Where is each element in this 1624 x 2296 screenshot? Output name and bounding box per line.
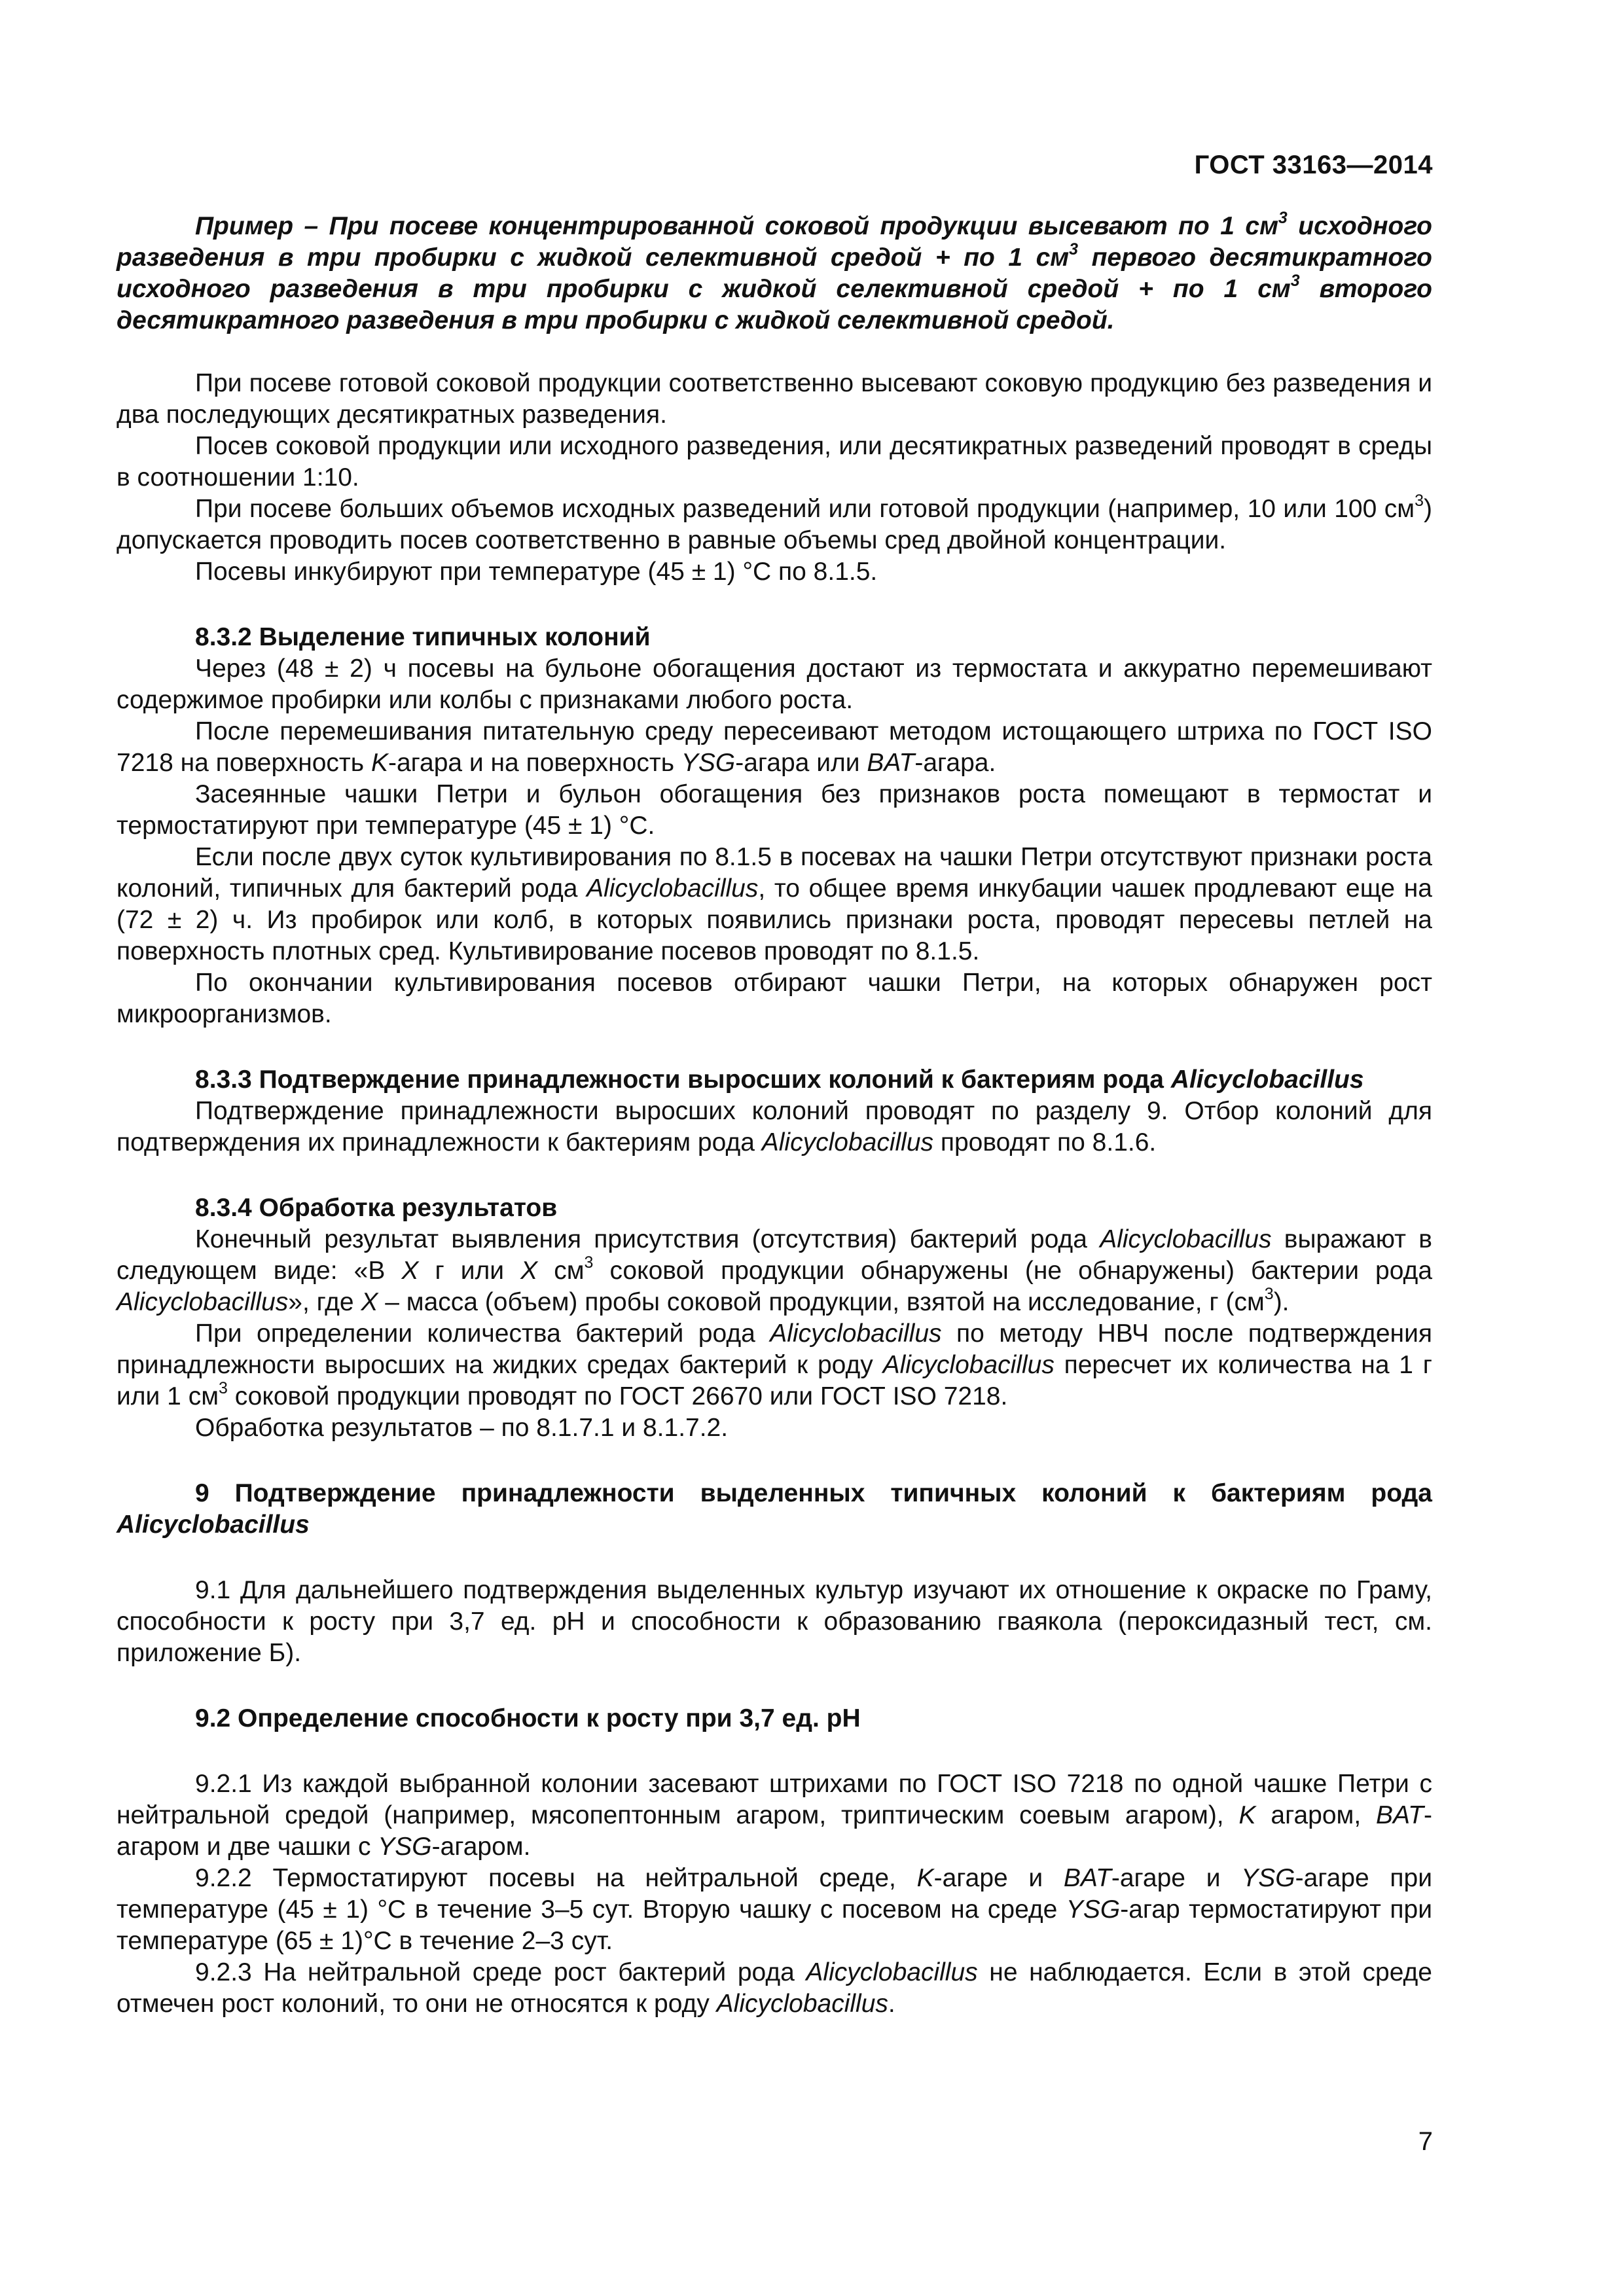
paragraph: Если после двух суток культивирования по 8.1.5 в посевах на чашки Петри отсутствуют признаки роста колоний, типичных для бактерий рода Alicyclobacillus, то общее время инкубации чашек продлевают еще на (72 ± 2) ч. Из пробирок или колб, в которых появились признаки роста, проводят пересевы петлей на поверхность плотных сред. Культивирование посевов проводят по 8.1.5. (117, 843, 1432, 965)
page-number: 7 (1418, 2127, 1433, 2156)
paragraph: Посевы инкубируют при температуре (45 ± 1) °С по 8.1.5. (195, 558, 878, 586)
section-heading-8-3-2: 8.3.2 Выделение типичных колоний (195, 623, 651, 651)
paragraph: 9.2.1 Из каждой выбранной колонии засевают штрихами по ГОСТ ISO 7218 по одной чашке Петри с нейтральной средой (например, мясопептонным агаром, триптическим соевым агаром), K агаром, BAT-агаром и две чашки с YSG-агаром. (117, 1770, 1432, 1861)
paragraph: 9.2.3 На нейтральной среде рост бактерий рода Alicyclobacillus не наблюдается. Если в этой среде отмечен рост колоний, то они не относятся к роду Alicyclobacillus. (117, 1958, 1432, 2018)
paragraph: 9.1 Для дальнейшего подтверждения выделенных культур изучают их отношение к окраске по Граму, способности к росту при 3,7 ед. рН и способности к образованию гваякола (пероксидазный тест, см. приложение Б). (117, 1576, 1432, 1667)
paragraph: После перемешивания питательную среду пересеивают методом истощающего штриха по ГОСТ ISO 7218 на поверхность K-агара и на поверхность YSG-агара или BAT-агара. (117, 717, 1432, 777)
paragraph: Посев соковой продукции или исходного разведения, или десятикратных разведений проводят в среды в соотношении 1:10. (117, 432, 1432, 492)
section-heading-8-3-4: 8.3.4 Обработка результатов (195, 1194, 558, 1222)
document-standard-id: ГОСТ 33163—2014 (1194, 151, 1433, 179)
example-note: Пример – При посеве концентрированной соковой продукции высевают по 1 $см^3$ исходного разведения в три пробирки с жидкой селективной средой + по 1 $см^3$ первого десятикратного исходного разведения в три пробирки с жидкой селективной средой + по 1 $см^3$ второго десятикратного разведения в три пробирки с жидкой селективной средой. (117, 209, 1432, 334)
paragraph: При посеве больших объемов исходных разведений или готовой продукции (например, 10 или 100 $см^3$) допускается проводить посев соответственно в равные объемы сред двойной концентрации. (117, 492, 1432, 554)
paragraph: По окончании культивирования посевов отбирают чашки Петри, на которых обнаружен рост микроорганизмов. (117, 969, 1432, 1028)
paragraph: Через (48 ± 2) ч посевы на бульоне обогащения достают из термостата и аккуратно перемешивают содержимое пробирки или колбы с признаками любого роста. (117, 655, 1432, 714)
paragraph: Засеянные чашки Петри и бульон обогащения без признаков роста помещают в термостат и термостатируют при температуре (45 ± 1) °С. (117, 780, 1432, 840)
paragraph: Конечный результат выявления присутствия (отсутствия) бактерий рода Alicyclobacillus выражают в следующем виде: «В X г или X $см^3$ соковой продукции обнаружены (не обнаружены) бактерии рода Alicyclobacillus», где X – масса (объем) пробы соковой продукции, взятой на исследование, г $(см^3)$. (117, 1225, 1433, 1316)
paragraph: Подтверждение принадлежности выросших колоний проводят по разделу 9. Отбор колоний для подтверждения их принадлежности к бактериям рода Alicyclobacillus проводят по 8.1.6. (117, 1097, 1432, 1157)
section-heading-9-2: 9.2 Определение способности к росту при 3,7 ед. рН (195, 1704, 861, 1732)
paragraph: При посеве готовой соковой продукции соответственно высевают соковую продукцию без разведения и два последующих десятикратных разведения. (117, 369, 1432, 429)
paragraph: Обработка результатов – по 8.1.7.1 и 8.1.7.2. (195, 1414, 729, 1442)
paragraph: При определении количества бактерий рода Alicyclobacillus по методу НВЧ после подтверждения принадлежности выросших на жидких средах бактерий к роду Alicyclobacillus пересчет их количества на 1 г или 1 $см^3$ соковой продукции проводят по ГОСТ 26670 или ГОСТ ISO 7218. (117, 1319, 1433, 1410)
paragraph: 9.2.2 Термостатируют посевы на нейтральной среде, K-агаре и BAT-агаре и YSG-агаре при температуре (45 ± 1) °С в течение 3–5 сут. Вторую чашку с посевом на среде YSG-агар термостатируют при температуре (65 ± 1)°С в течение 2–3 сут. (117, 1864, 1432, 1955)
section-heading-9: 9 Подтверждение принадлежности выделенных типичных колоний к бактериям рода Alicyclobacillus (117, 1479, 1432, 1539)
section-heading-8-3-3: 8.3.3 Подтверждение принадлежности выросших колоний к бактериям рода Alicyclobacillus (195, 1066, 1364, 1094)
page-content (117, 211, 1432, 2020)
